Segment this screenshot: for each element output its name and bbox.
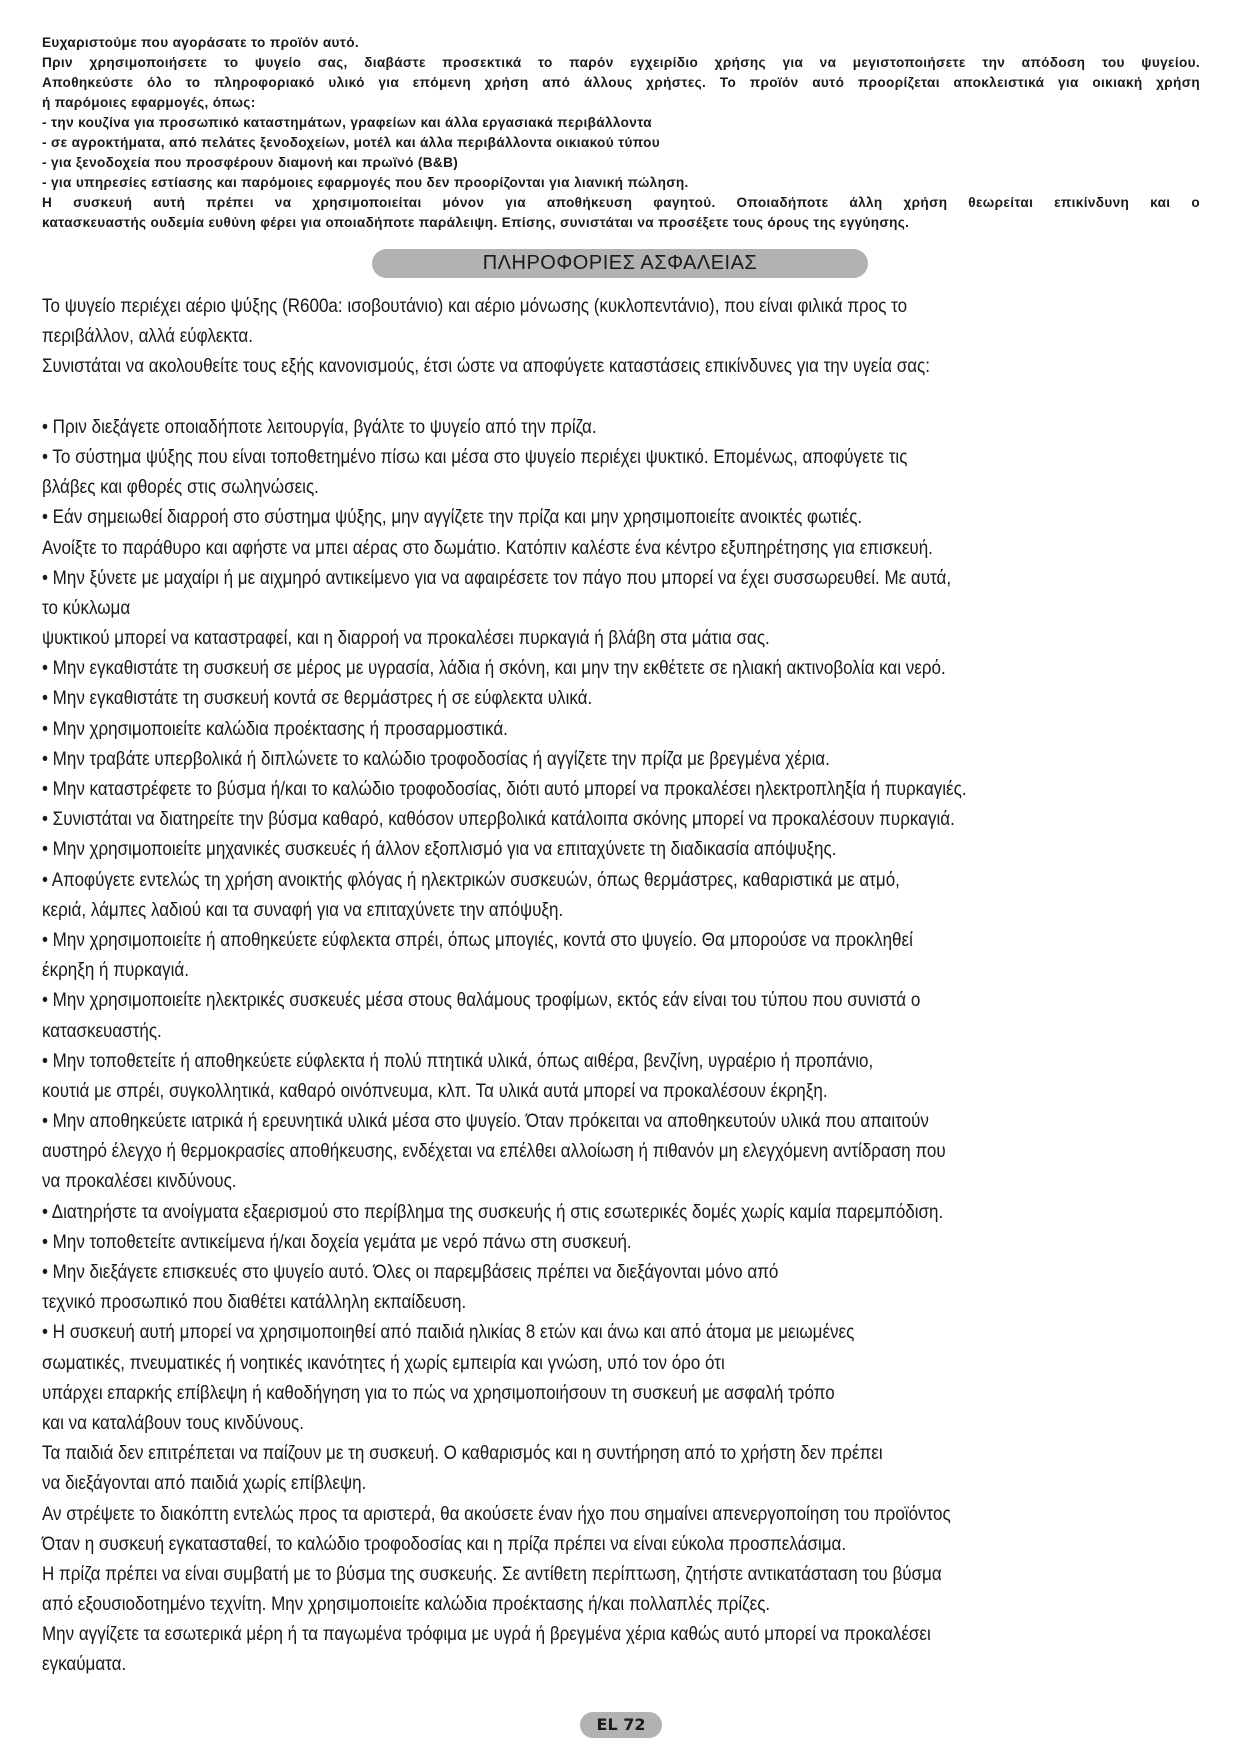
body-line: • Μην τοποθετείτε ή αποθηκεύετε εύφλεκτα ή πολύ πτητικά υλικά, όπως αιθέρα, βενζίνη, υγραέριο ή προπάνιο, <box>42 1049 874 1072</box>
intro-line: - την κουζίνα για προσωπικό καταστημάτων, γραφείων και άλλα εργασιακά περιβάλλοντα <box>42 115 652 130</box>
intro-line: Αποθηκεύστε όλο το πληροφοριακό υλικό για επόμενη χρήση από άλλους χρήστες. Το προϊόν αυτό προορίζεται αποκλειστικά για οικιακή χρήση <box>42 75 1200 90</box>
body-line: και να καταλάβουν τους κινδύνους. <box>42 1411 304 1434</box>
body-line: βλάβες και φθορές στις σωληνώσεις. <box>42 476 319 499</box>
body-line: να διεξάγονται από παιδιά χωρίς επίβλεψη. <box>42 1472 367 1495</box>
body-line: αυστηρό έλεγχο ή θερμοκρασίες αποθήκευσης, ενδέχεται να επέλθει αλλοίωση ή πιθανόν μη ελεγχόμενη αντίδραση που <box>42 1140 946 1163</box>
body-line: Η πρίζα πρέπει να είναι συμβατή με το βύσμα της συσκευής. Σε αντίθετη περίπτωση, ζητήστε αντικατάσταση του βύσμα <box>42 1562 942 1585</box>
safety-body <box>42 291 1212 1680</box>
body-line: • Το σύστημα ψύξης που είναι τοποθετημένο πίσω και μέσα στο ψυγείο περιέχει ψυκτικό. Επομένως, αποφύγετε τις <box>42 445 908 468</box>
body-line: Το ψυγείο περιέχει αέριο ψύξης (R600a: ισοβουτάνιο) και αέριο μόνωσης (κυκλοπεντάνιο), που είναι φιλικά προς το <box>42 295 908 317</box>
body-line: • Μην χρησιμοποιείτε ηλεκτρικές συσκευές μέσα στους θαλάμους τροφίμων, εκτός εάν είναι του τύπου που συνιστά ο <box>42 989 921 1012</box>
page-number-badge: EL 72 <box>580 1712 662 1738</box>
intro-line: - για ξενοδοχεία που προσφέρουν διαμονή και πρωϊνό (B&B) <box>42 155 459 170</box>
body-line: • Μην καταστρέφετε το βύσμα ή/και το καλώδιο τροφοδοσίας, διότι αυτό μπορεί να προκαλέσει ηλεκτροπληξία ή πυρκαγιές. <box>42 778 967 800</box>
body-line: • Πριν διεξάγετε οποιαδήποτε λειτουργία, βγάλτε το ψυγείο από την πρίζα. <box>42 415 597 438</box>
body-line: • Διατηρήστε τα ανοίγματα εξαερισμού στο περίβλημα της συσκευής ή στις εσωτερικές δομές χωρίς καμία παρεμπόδιση. <box>42 1200 944 1223</box>
paragraph-gap <box>42 382 1212 412</box>
body-line: περιβάλλον, αλλά εύφλεκτα. <box>42 325 253 348</box>
body-line: • Αποφύγετε εντελώς τη χρήση ανοικτής φλόγας ή ηλεκτρικών συσκευών, όπως θερμάστρες, καθαριστικά με ατμό, <box>42 868 900 891</box>
body-line: • Μην αποθηκεύετε ιατρικά ή ερευνητικά υλικά μέσα στο ψυγείο. Όταν πρόκειται να αποθηκευτούν υλικά που απαιτούν <box>42 1110 929 1133</box>
body-line: • Συνιστάται να διατηρείτε την βύσμα καθαρό, καθόσον υπερβολικά κατάλοιπα σκόνης μπορεί να προκαλέσουν πυρκαγιά. <box>42 808 955 831</box>
body-line: • Μην χρησιμοποιείτε μηχανικές συσκευές ή άλλον εξοπλισμό για να επιταχύνετε τη διαδικασία απόψυξης. <box>42 838 837 861</box>
body-line: Τα παιδιά δεν επιτρέπεται να παίζουν με τη συσκευή. Ο καθαρισμός και η συντήρηση από το χρήστη δεν πρέπει <box>42 1442 883 1465</box>
body-line: Ανοίξτε το παράθυρο και αφήστε να μπει αέρας στο δωμάτιο. Κατόπιν καλέστε ένα κέντρο εξυπηρέτησης για επισκευή. <box>42 536 933 559</box>
body-line: • Μην ξύνετε με μαχαίρι ή με αιχμηρό αντικείμενο για να αφαιρέσετε τον πάγο που μπορεί να έχει συσσωρευθεί. Με αυτά, <box>42 566 952 589</box>
body-line: έκρηξη ή πυρκαγιά. <box>42 959 189 982</box>
body-line: κουτιά με σπρέι, συγκολλητικά, καθαρό οινόπνευμα, κλπ. Τα υλικά αυτά μπορεί να προκαλέσουν έκρηξη. <box>42 1079 828 1102</box>
body-line: ψυκτικού μπορεί να καταστραφεί, και η διαρροή να προκαλέσει πυρκαγιά ή βλάβη στα μάτια σας. <box>42 627 770 650</box>
safety-heading-pill <box>372 249 868 278</box>
body-line: υπάρχει επαρκής επίβλεψη ή καθοδήγηση για το πώς να χρησιμοποιήσουν τη συσκευή με ασφαλή τρόπο <box>42 1381 835 1404</box>
intro-line: - για υπηρεσίες εστίασης και παρόμοιες εφαρμογές που δεν προορίζονται για λιανική πώληση. <box>42 175 689 190</box>
intro-paragraph <box>42 33 1200 233</box>
body-line: το κύκλωμα <box>42 596 131 619</box>
intro-line: κατασκευαστής ουδεμία ευθύνη φέρει για οποιαδήποτε παράλειψη. Επίσης, συνιστάται να προσέξετε τους όρους της εγγύησης. <box>42 215 910 230</box>
body-line: κεριά, λάμπες λαδιού και τα συναφή για να επιταχύνετε την απόψυξη. <box>42 898 564 921</box>
body-line: Όταν η συσκευή εγκατασταθεί, το καλώδιο τροφοδοσίας και η πρίζα πρέπει να είναι εύκολα προσπελάσιμα. <box>42 1532 847 1555</box>
body-line: να προκαλέσει κινδύνους. <box>42 1170 237 1193</box>
body-line: Αν στρέψετε το διακόπτη εντελώς προς τα αριστερά, θα ακούσετε έναν ήχο που σημαίνει απενεργοποίηση του προϊόντος <box>42 1502 951 1525</box>
body-line: • Μην εγκαθιστάτε τη συσκευή κοντά σε θερμάστρες ή σε εύφλεκτα υλικά. <box>42 687 593 710</box>
body-line: • Μην χρησιμοποιείτε ή αποθηκεύετε εύφλεκτα σπρέι, όπως μπογιές, κοντά στο ψυγείο. Θα μπορούσε να προκληθεί <box>42 928 913 951</box>
body-line: • Μην εγκαθιστάτε τη συσκευή σε μέρος με υγρασία, λάδια ή σκόνη, και μην την εκθέτετε σε ηλιακή ακτινοβολία και νερό. <box>42 657 946 680</box>
body-line: τεχνικό προσωπικό που διαθέτει κατάλληλη εκπαίδευση. <box>42 1291 467 1314</box>
safety-heading: ΠΛΗΡΟΦΟΡΙΕΣ ΑΣΦΑΛΕΙΑΣ <box>482 252 758 274</box>
body-line: • Μην διεξάγετε επισκευές στο ψυγείο αυτό. Όλες οι παρεμβάσεις πρέπει να διεξάγονται μόνο από <box>42 1261 779 1283</box>
body-line: • Μην τραβάτε υπερβολικά ή διπλώνετε το καλώδιο τροφοδοσίας ή αγγίζετε την πρίζα με βρεγμένα χέρια. <box>42 747 830 770</box>
body-line: • Μην τοποθετείτε αντικείμενα ή/και δοχεία γεμάτα με νερό πάνω στη συσκευή. <box>42 1230 632 1253</box>
body-line: • Εάν σημειωθεί διαρροή στο σύστημα ψύξης, μην αγγίζετε την πρίζα και μην χρησιμοποιείτε ανοικτές φωτιές. <box>42 506 863 529</box>
body-line: • Η συσκευή αυτή μπορεί να χρησιμοποιηθεί από παιδιά ηλικίας 8 ετών και άνω και από άτομα με μειωμένες <box>42 1321 855 1344</box>
body-line: Συνιστάται να ακολουθείτε τους εξής κανονισμούς, έτσι ώστε να αποφύγετε καταστάσεις επικίνδυνες για την υγεία σας: <box>42 355 930 378</box>
body-line: κατασκευαστής. <box>42 1019 162 1042</box>
intro-line: ή παρόμοιες εφαρμογές, όπως: <box>42 95 256 110</box>
body-line: σωματικές, πνευματικές ή νοητικές ικανότητες ή χωρίς εμπειρία και γνώση, υπό τον όρο ότι <box>42 1351 725 1374</box>
intro-line: Πριν χρησιμοποιήσετε το ψυγείο σας, διαβάστε προσεκτικά το παρόν εγχειρίδιο χρήσης για να μεγιστοποιήσετε την απόδοση του ψυγείου. <box>42 55 1200 70</box>
intro-line: Η συσκευή αυτή πρέπει να χρησιμοποιείται μόνον για αποθήκευση φαγητού. Οποιαδήποτε άλλη χρήση θεωρείται επικίνδυνη και ο <box>42 195 1200 210</box>
body-line: εγκαύματα. <box>42 1653 127 1676</box>
intro-line: Ευχαριστούμε που αγοράσατε το προϊόν αυτό. <box>42 35 359 50</box>
body-line: από εξουσιοδοτημένο τεχνίτη. Μην χρησιμοποιείτε καλώδια προέκτασης ή/και πολλαπλές πρίζες. <box>42 1593 771 1616</box>
body-line: Μην αγγίζετε τα εσωτερικά μέρη ή τα παγωμένα τρόφιμα με υγρά ή βρεγμένα χέρια καθώς αυτό μπορεί να προκαλέσει <box>42 1623 931 1646</box>
intro-line: - σε αγροκτήματα, από πελάτες ξενοδοχείων, μοτέλ και άλλα περιβάλλοντα οικιακού τύπου <box>42 135 661 150</box>
body-line: • Μην χρησιμοποιείτε καλώδια προέκτασης ή προσαρμοστικά. <box>42 717 508 740</box>
